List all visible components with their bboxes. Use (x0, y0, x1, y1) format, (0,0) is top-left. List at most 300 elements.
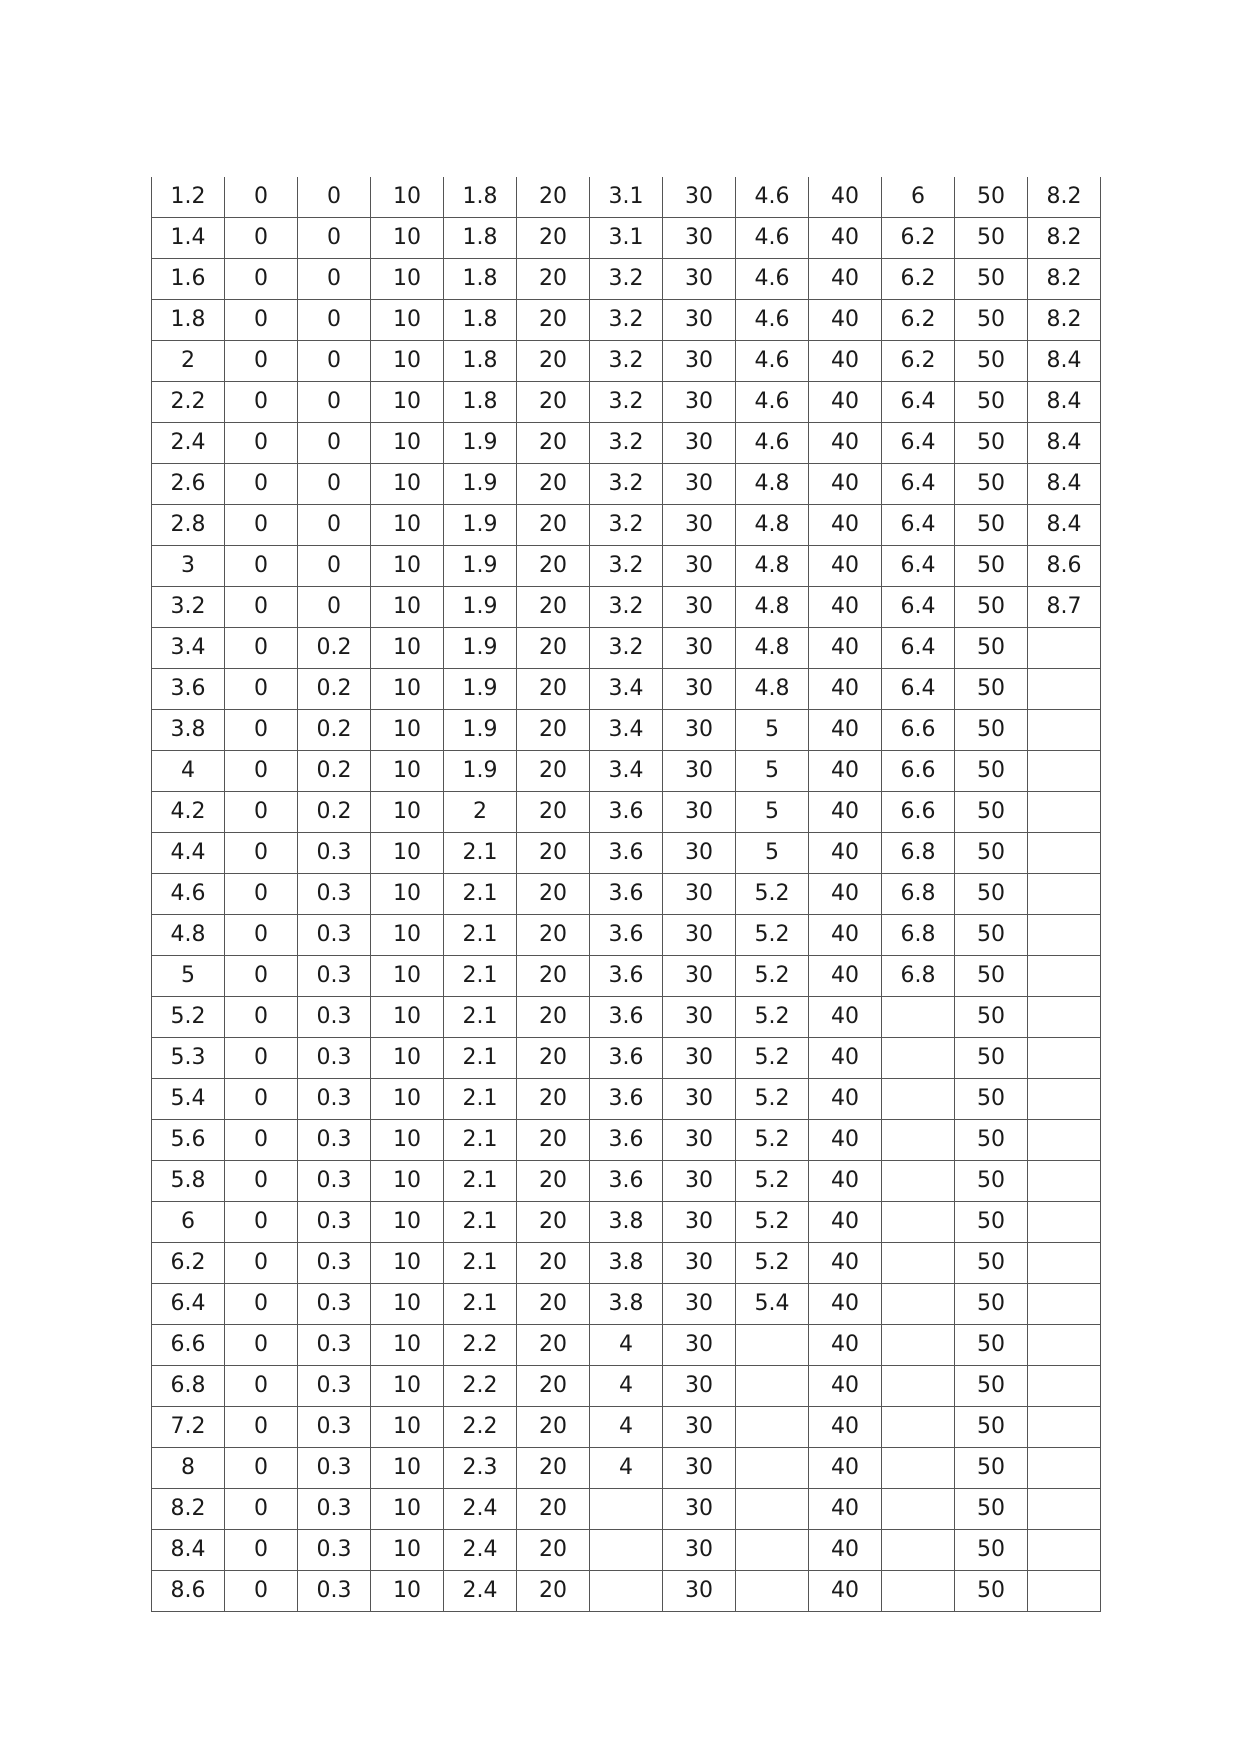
table-cell: 0 (225, 833, 298, 874)
table-cell: 0 (225, 874, 298, 915)
table-cell: 0.3 (298, 1325, 371, 1366)
table-cell: 40 (809, 1325, 882, 1366)
table-cell: 3.2 (590, 505, 663, 546)
table-cell: 2.6 (152, 464, 225, 505)
table-cell: 10 (371, 341, 444, 382)
table-cell: 0 (225, 341, 298, 382)
table-cell: 40 (809, 1407, 882, 1448)
table-cell: 0 (225, 710, 298, 751)
table-cell (1028, 1571, 1101, 1612)
table-cell: 0 (225, 382, 298, 423)
table-cell: 6.2 (882, 300, 955, 341)
table-cell: 0 (225, 669, 298, 710)
table-cell: 30 (663, 915, 736, 956)
table-cell: 20 (517, 587, 590, 628)
table-cell: 1.9 (444, 628, 517, 669)
table-cell: 6.6 (882, 792, 955, 833)
table-cell: 50 (955, 833, 1028, 874)
table-cell (1028, 874, 1101, 915)
table-cell: 0 (225, 546, 298, 587)
table-cell: 10 (371, 874, 444, 915)
table-cell (882, 1448, 955, 1489)
table-cell (882, 997, 955, 1038)
table-cell: 30 (663, 1571, 736, 1612)
table-cell: 30 (663, 546, 736, 587)
table-cell: 10 (371, 423, 444, 464)
table-cell: 3.2 (152, 587, 225, 628)
table-cell: 30 (663, 300, 736, 341)
table-cell: 0.3 (298, 1079, 371, 1120)
table-cell: 10 (371, 177, 444, 218)
table-cell: 30 (663, 956, 736, 997)
table-row (152, 382, 1101, 423)
table-cell: 30 (663, 1530, 736, 1571)
table-cell: 0.3 (298, 1120, 371, 1161)
table-cell: 40 (809, 423, 882, 464)
table-cell: 3.6 (590, 792, 663, 833)
table-cell: 20 (517, 1325, 590, 1366)
table-row (152, 1448, 1101, 1489)
table-cell: 50 (955, 710, 1028, 751)
table-cell: 1.9 (444, 710, 517, 751)
table-cell: 3.8 (590, 1202, 663, 1243)
table-cell: 4.6 (736, 341, 809, 382)
table-cell: 10 (371, 546, 444, 587)
table-cell: 6.4 (882, 669, 955, 710)
table-cell: 20 (517, 546, 590, 587)
table-cell: 0 (225, 1530, 298, 1571)
table-cell: 5.2 (152, 997, 225, 1038)
table-cell: 2.2 (444, 1366, 517, 1407)
table-cell: 0.3 (298, 1038, 371, 1079)
table-cell: 10 (371, 792, 444, 833)
table-cell: 0.3 (298, 1284, 371, 1325)
table-cell: 2 (444, 792, 517, 833)
table-cell: 3.6 (590, 1120, 663, 1161)
table-cell: 0 (298, 546, 371, 587)
table-cell: 20 (517, 710, 590, 751)
table-cell: 10 (371, 1448, 444, 1489)
table-cell: 30 (663, 177, 736, 218)
table-cell: 3.4 (590, 710, 663, 751)
table-cell: 0.2 (298, 710, 371, 751)
table-row (152, 874, 1101, 915)
table-cell: 3.8 (152, 710, 225, 751)
table-cell: 0 (225, 628, 298, 669)
table-cell: 50 (955, 177, 1028, 218)
table-cell (1028, 1366, 1101, 1407)
table-cell: 8.4 (1028, 341, 1101, 382)
table-cell: 10 (371, 628, 444, 669)
table-cell (882, 1489, 955, 1530)
table-cell (590, 1530, 663, 1571)
table-cell: 5.2 (736, 1079, 809, 1120)
table-cell: 0.3 (298, 1407, 371, 1448)
table-cell: 2.3 (444, 1448, 517, 1489)
table-row (152, 915, 1101, 956)
table-cell: 0.3 (298, 1448, 371, 1489)
table-cell: 20 (517, 669, 590, 710)
table-cell: 30 (663, 710, 736, 751)
table-cell: 30 (663, 1161, 736, 1202)
table-row (152, 1571, 1101, 1612)
table-cell: 50 (955, 1530, 1028, 1571)
table-cell (736, 1530, 809, 1571)
table-cell: 40 (809, 751, 882, 792)
table-cell: 30 (663, 1038, 736, 1079)
table-cell: 40 (809, 997, 882, 1038)
table-cell: 20 (517, 300, 590, 341)
table-cell: 40 (809, 1202, 882, 1243)
table-cell: 1.8 (444, 341, 517, 382)
table-cell: 5 (736, 833, 809, 874)
table-cell: 30 (663, 1284, 736, 1325)
table-cell: 40 (809, 341, 882, 382)
table-cell: 4 (590, 1325, 663, 1366)
table-cell: 30 (663, 341, 736, 382)
table-cell: 6.4 (882, 382, 955, 423)
table-cell: 2.4 (444, 1489, 517, 1530)
table-cell: 0 (225, 505, 298, 546)
table-cell: 10 (371, 915, 444, 956)
table-cell: 8.4 (1028, 464, 1101, 505)
table-cell: 5.2 (736, 1161, 809, 1202)
table-cell: 40 (809, 669, 882, 710)
table-cell: 4.4 (152, 833, 225, 874)
table-cell: 6.8 (882, 833, 955, 874)
table-cell: 6.8 (882, 956, 955, 997)
table-cell: 3.2 (590, 382, 663, 423)
table-cell: 10 (371, 300, 444, 341)
table-cell: 2 (152, 341, 225, 382)
table-cell: 10 (371, 382, 444, 423)
table-cell: 4.8 (736, 669, 809, 710)
table-cell: 6.4 (882, 587, 955, 628)
table-cell (882, 1161, 955, 1202)
table-cell: 0 (225, 792, 298, 833)
table-cell: 40 (809, 1243, 882, 1284)
table-cell: 50 (955, 1284, 1028, 1325)
table-cell: 3.6 (590, 915, 663, 956)
table-cell: 3.1 (590, 218, 663, 259)
table-cell: 0 (225, 1284, 298, 1325)
table-cell: 2.1 (444, 997, 517, 1038)
table-cell: 0 (298, 464, 371, 505)
table-cell: 5 (152, 956, 225, 997)
table-cell (736, 1407, 809, 1448)
table-cell: 20 (517, 1161, 590, 1202)
table-cell: 20 (517, 1202, 590, 1243)
table-cell: 30 (663, 1120, 736, 1161)
table-cell: 20 (517, 218, 590, 259)
table-cell: 0 (225, 751, 298, 792)
table-cell: 4 (590, 1366, 663, 1407)
table-cell: 4.6 (736, 382, 809, 423)
table-cell: 40 (809, 710, 882, 751)
table-cell: 2.1 (444, 874, 517, 915)
table-cell (882, 1284, 955, 1325)
table-cell: 6.2 (882, 341, 955, 382)
table-cell: 20 (517, 833, 590, 874)
table-cell: 20 (517, 956, 590, 997)
table-cell: 40 (809, 628, 882, 669)
table-row (152, 1079, 1101, 1120)
table-cell (1028, 1079, 1101, 1120)
table-cell: 1.8 (444, 218, 517, 259)
table-cell: 0 (225, 1202, 298, 1243)
table-cell: 50 (955, 628, 1028, 669)
table-cell: 10 (371, 1571, 444, 1612)
table-cell: 20 (517, 1284, 590, 1325)
table-cell: 20 (517, 751, 590, 792)
table-cell: 4.6 (152, 874, 225, 915)
table-cell: 10 (371, 505, 444, 546)
table-cell: 10 (371, 1530, 444, 1571)
table-cell: 0.3 (298, 1366, 371, 1407)
table-cell (736, 1448, 809, 1489)
table-cell: 0 (225, 1407, 298, 1448)
table-row (152, 792, 1101, 833)
table-cell: 50 (955, 915, 1028, 956)
table-cell: 20 (517, 1120, 590, 1161)
table-row (152, 300, 1101, 341)
table-cell: 50 (955, 792, 1028, 833)
table-cell: 0 (298, 382, 371, 423)
table-cell: 40 (809, 1284, 882, 1325)
table-cell: 0.3 (298, 1571, 371, 1612)
table-cell: 20 (517, 1530, 590, 1571)
table-cell: 30 (663, 464, 736, 505)
table-cell: 4.6 (736, 259, 809, 300)
table-cell: 6.6 (152, 1325, 225, 1366)
table-cell: 30 (663, 1243, 736, 1284)
table-cell: 4.2 (152, 792, 225, 833)
table-cell: 10 (371, 218, 444, 259)
table-cell: 6.4 (152, 1284, 225, 1325)
table-cell: 10 (371, 1407, 444, 1448)
table-cell: 40 (809, 1161, 882, 1202)
table-cell: 0 (298, 300, 371, 341)
table-cell: 4.8 (736, 505, 809, 546)
table-cell (590, 1489, 663, 1530)
table-row (152, 833, 1101, 874)
table-cell: 3.6 (590, 1161, 663, 1202)
table-cell: 3.6 (590, 833, 663, 874)
table-cell: 50 (955, 259, 1028, 300)
table-cell: 0 (225, 177, 298, 218)
table-row (152, 1366, 1101, 1407)
table-cell: 30 (663, 505, 736, 546)
table-cell: 3.4 (590, 751, 663, 792)
table-cell: 4.8 (736, 587, 809, 628)
table-row (152, 1161, 1101, 1202)
table-cell: 6 (882, 177, 955, 218)
table-cell (1028, 956, 1101, 997)
table-cell: 20 (517, 997, 590, 1038)
table-row (152, 587, 1101, 628)
table-cell: 1.8 (444, 382, 517, 423)
table-row (152, 218, 1101, 259)
table-cell: 3.2 (590, 423, 663, 464)
table-cell: 0 (225, 218, 298, 259)
table-cell: 0 (298, 505, 371, 546)
table-cell: 10 (371, 1243, 444, 1284)
table-cell: 3.2 (590, 628, 663, 669)
table-cell: 3.6 (152, 669, 225, 710)
table-cell: 0 (225, 1243, 298, 1284)
table-cell: 2.8 (152, 505, 225, 546)
table-cell: 30 (663, 1202, 736, 1243)
table-cell: 3.2 (590, 464, 663, 505)
table-cell: 8.7 (1028, 587, 1101, 628)
table-row (152, 1120, 1101, 1161)
table-cell: 50 (955, 464, 1028, 505)
table-cell: 0.2 (298, 792, 371, 833)
table-cell: 4 (152, 751, 225, 792)
table-cell: 6.4 (882, 423, 955, 464)
table-cell: 8.4 (1028, 505, 1101, 546)
table-cell: 0 (225, 1120, 298, 1161)
table-cell: 6.4 (882, 628, 955, 669)
table-cell: 40 (809, 1038, 882, 1079)
table-cell: 1.9 (444, 423, 517, 464)
table-cell: 1.9 (444, 669, 517, 710)
table-cell: 50 (955, 218, 1028, 259)
table-cell: 30 (663, 218, 736, 259)
table-cell: 40 (809, 1366, 882, 1407)
table-cell: 50 (955, 382, 1028, 423)
table-cell: 3.2 (590, 259, 663, 300)
table-cell: 0.3 (298, 956, 371, 997)
table-cell (882, 1366, 955, 1407)
table-cell (1028, 997, 1101, 1038)
table-cell: 30 (663, 587, 736, 628)
table-cell: 2.2 (444, 1407, 517, 1448)
table-cell: 4.8 (736, 546, 809, 587)
table-cell: 50 (955, 1489, 1028, 1530)
table-cell: 8.2 (1028, 177, 1101, 218)
table-cell: 4 (590, 1407, 663, 1448)
table-cell (1028, 751, 1101, 792)
table-cell: 2.1 (444, 915, 517, 956)
table-cell: 6 (152, 1202, 225, 1243)
table-cell: 1.4 (152, 218, 225, 259)
table-cell: 1.9 (444, 587, 517, 628)
table-cell: 20 (517, 1038, 590, 1079)
table-cell (1028, 1407, 1101, 1448)
table-cell: 40 (809, 874, 882, 915)
table-cell (1028, 1120, 1101, 1161)
table-cell: 8.2 (1028, 259, 1101, 300)
table-cell: 50 (955, 505, 1028, 546)
table-cell: 0 (225, 1325, 298, 1366)
table-cell: 4.8 (152, 915, 225, 956)
table-cell (736, 1489, 809, 1530)
table-row (152, 505, 1101, 546)
table-cell: 0.2 (298, 751, 371, 792)
table-cell: 50 (955, 1202, 1028, 1243)
table-cell: 2.2 (444, 1325, 517, 1366)
table-cell: 5.8 (152, 1161, 225, 1202)
table-cell: 10 (371, 1366, 444, 1407)
table-cell: 8.6 (1028, 546, 1101, 587)
table-cell: 20 (517, 1366, 590, 1407)
table-cell: 0 (225, 587, 298, 628)
table-cell (882, 1530, 955, 1571)
table-cell: 5 (736, 792, 809, 833)
table-cell: 6.2 (152, 1243, 225, 1284)
table-cell (1028, 1489, 1101, 1530)
table-cell: 2.2 (152, 382, 225, 423)
table-cell: 30 (663, 751, 736, 792)
table-cell: 20 (517, 1448, 590, 1489)
table-cell: 20 (517, 1571, 590, 1612)
table-cell: 40 (809, 218, 882, 259)
table-cell: 0.2 (298, 628, 371, 669)
table-cell: 50 (955, 1120, 1028, 1161)
table-cell: 0 (298, 177, 371, 218)
table-cell: 2.4 (444, 1571, 517, 1612)
table-cell: 0.3 (298, 915, 371, 956)
table-cell: 50 (955, 587, 1028, 628)
table-cell: 40 (809, 1079, 882, 1120)
table-row (152, 1325, 1101, 1366)
table-cell: 3.8 (590, 1243, 663, 1284)
table-cell: 40 (809, 546, 882, 587)
table-cell: 3.4 (152, 628, 225, 669)
table-cell: 6.8 (152, 1366, 225, 1407)
table-cell (882, 1571, 955, 1612)
table-cell: 6.2 (882, 259, 955, 300)
table-cell: 0.3 (298, 1489, 371, 1530)
table-cell: 5.2 (736, 1038, 809, 1079)
table-cell: 50 (955, 669, 1028, 710)
table-cell: 50 (955, 300, 1028, 341)
table-cell: 30 (663, 833, 736, 874)
table-cell (1028, 915, 1101, 956)
table-cell: 3 (152, 546, 225, 587)
table-cell: 50 (955, 1366, 1028, 1407)
table-cell: 2.1 (444, 833, 517, 874)
table-cell: 4.8 (736, 628, 809, 669)
table-cell: 50 (955, 1448, 1028, 1489)
table-cell: 0 (298, 423, 371, 464)
table-cell: 2.4 (444, 1530, 517, 1571)
table-cell (1028, 1325, 1101, 1366)
table-cell (736, 1571, 809, 1612)
table-cell: 10 (371, 1284, 444, 1325)
table-cell: 20 (517, 874, 590, 915)
table-cell: 10 (371, 956, 444, 997)
table-cell: 0 (225, 1448, 298, 1489)
table-cell: 8.2 (1028, 218, 1101, 259)
table-cell: 20 (517, 1489, 590, 1530)
table-cell: 20 (517, 177, 590, 218)
table-row (152, 1407, 1101, 1448)
table-cell: 6.8 (882, 874, 955, 915)
table-cell: 20 (517, 792, 590, 833)
table-cell: 40 (809, 1530, 882, 1571)
table-cell: 1.8 (444, 177, 517, 218)
table-cell: 10 (371, 710, 444, 751)
table-cell: 4 (590, 1448, 663, 1489)
table-cell: 1.9 (444, 546, 517, 587)
table-cell: 0.3 (298, 1530, 371, 1571)
table-cell: 3.6 (590, 956, 663, 997)
table-cell (882, 1407, 955, 1448)
table-cell: 40 (809, 792, 882, 833)
table-cell: 5.2 (736, 956, 809, 997)
